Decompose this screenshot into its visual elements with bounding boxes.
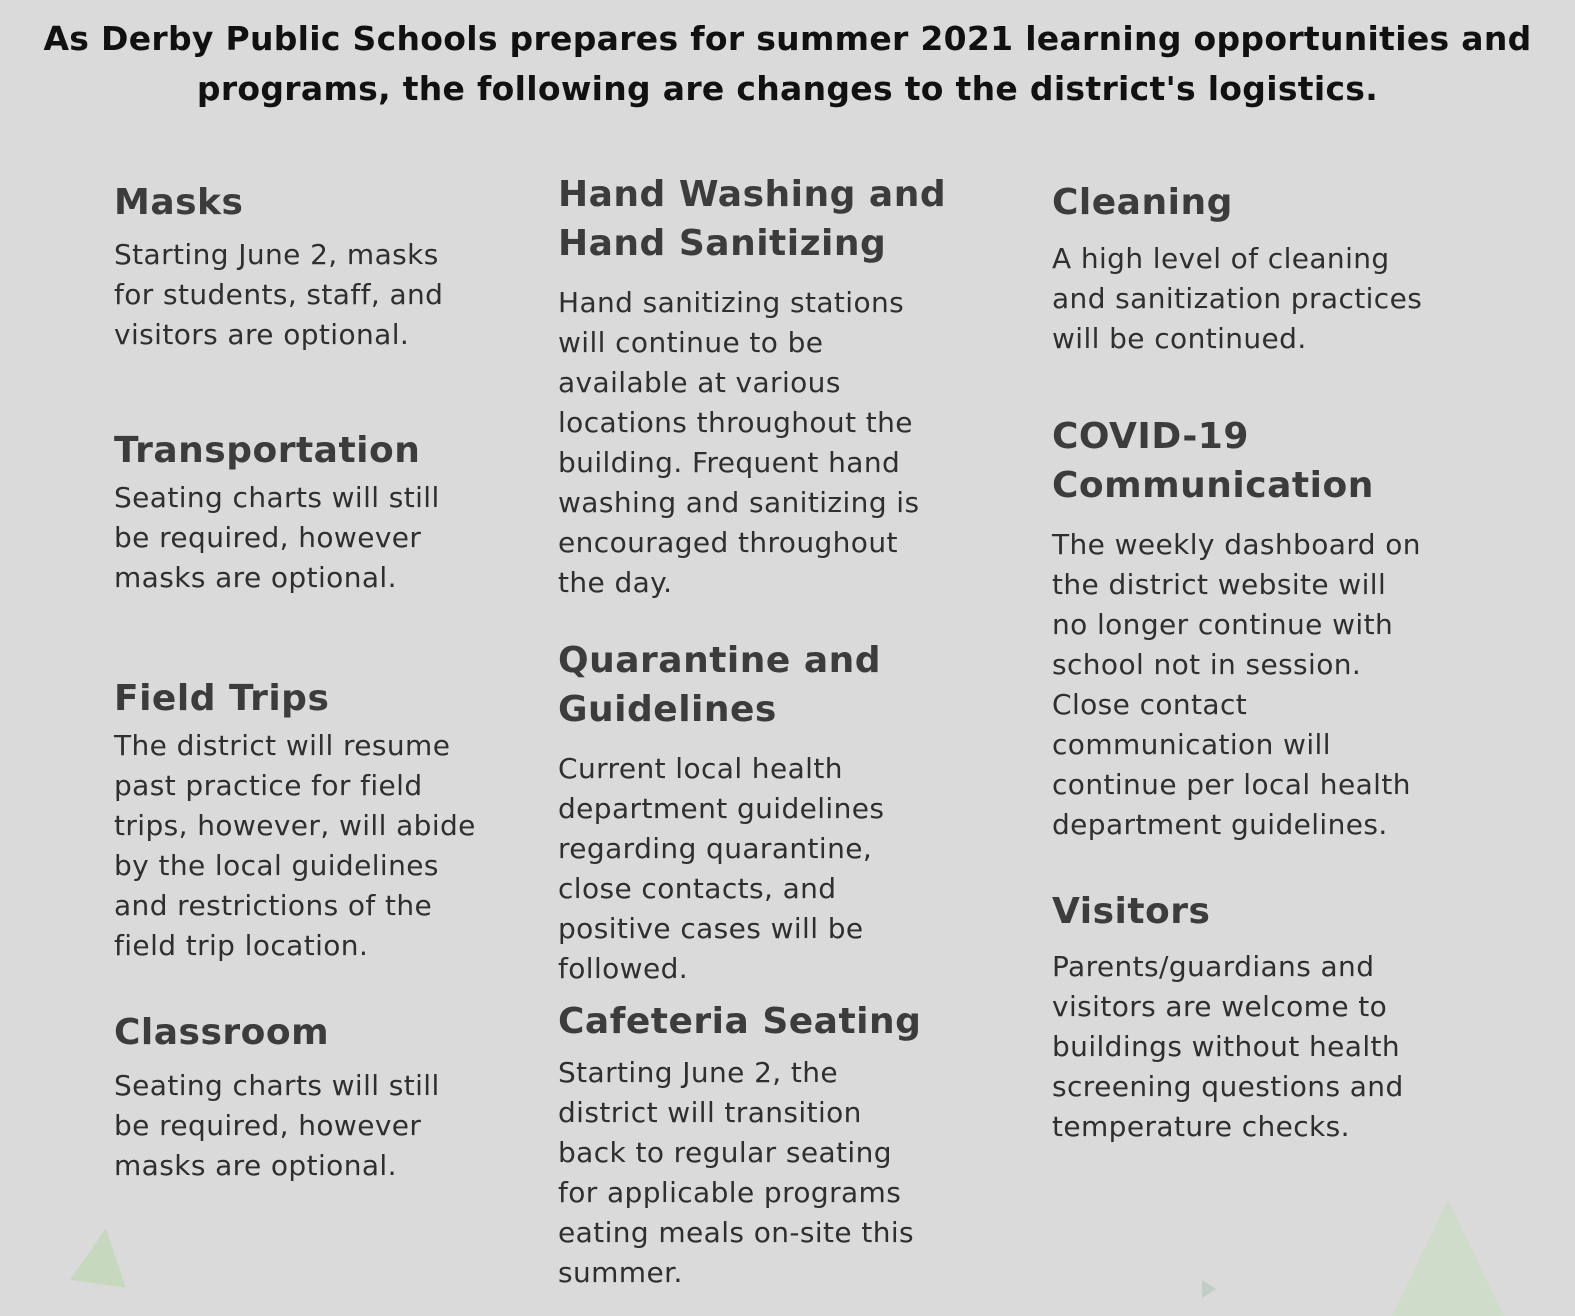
section-masks	[114, 178, 514, 355]
page-header	[0, 14, 1575, 114]
section-body: Starting June 2, masks for students, staff, and visitors are optional.	[114, 238, 444, 351]
section-visitors	[1052, 887, 1492, 1147]
decorative-triangle-icon	[1392, 1200, 1504, 1316]
section-covid-communication	[1052, 412, 1492, 845]
section-body: The weekly dashboard on the district website will no longer continue with school not in session. Close contact communication will continue per local health department guidelines.	[1052, 528, 1421, 841]
section-title: Visitors	[1052, 891, 1211, 932]
section-title: Masks	[114, 182, 244, 223]
column-right	[1052, 178, 1492, 1147]
section-body: Parents/guardians and visitors are welcome to buildings without health screening questions and temperature checks.	[1052, 950, 1404, 1143]
section-title: Classroom	[114, 1012, 330, 1053]
section-classroom	[114, 1008, 514, 1186]
section-body: Starting June 2, the district will transition back to regular seating for applicable programs eating meals on-site this summer.	[558, 1056, 915, 1289]
section-cleaning	[1052, 178, 1492, 359]
section-title: Quarantine and Guidelines	[558, 640, 882, 730]
decorative-triangle-icon	[70, 1224, 133, 1287]
section-body: Hand sanitizing stations will continue to be available at various locations throughout the building. Frequent hand washing and sanitizing is encouraged throughout the day.	[558, 286, 920, 599]
section-field-trips	[114, 674, 514, 966]
section-body: Current local health department guidelines regarding quarantine, close contacts, and positive cases will be followed.	[558, 752, 885, 985]
section-body: The district will resume past practice for field trips, however, will abide by the local guidelines and restrictions of the field trip location.	[114, 729, 476, 962]
section-title: Field Trips	[114, 678, 330, 719]
section-quarantine	[558, 636, 978, 989]
section-body: Seating charts will still be required, however masks are optional.	[114, 1069, 440, 1182]
section-title: Cafeteria Seating	[558, 1001, 922, 1042]
decorative-play-triangle-icon	[1202, 1280, 1216, 1298]
section-body: Seating charts will still be required, however masks are optional.	[114, 481, 440, 594]
column-middle	[558, 170, 978, 1293]
section-transportation	[114, 426, 514, 598]
section-hand-washing	[558, 170, 978, 603]
header-line-2: programs, the following are changes to the district's logistics.	[196, 69, 1379, 108]
section-title: COVID-19 Communication	[1052, 416, 1374, 506]
section-body: A high level of cleaning and sanitization practices will be continued.	[1052, 242, 1423, 355]
section-title: Hand Washing and Hand Sanitizing	[558, 174, 947, 264]
section-title: Transportation	[114, 430, 421, 471]
section-cafeteria	[558, 997, 978, 1293]
header-line-1: As Derby Public Schools prepares for summer 2021 learning opportunities and	[43, 19, 1532, 58]
section-title: Cleaning	[1052, 182, 1233, 223]
column-left	[114, 178, 514, 1186]
